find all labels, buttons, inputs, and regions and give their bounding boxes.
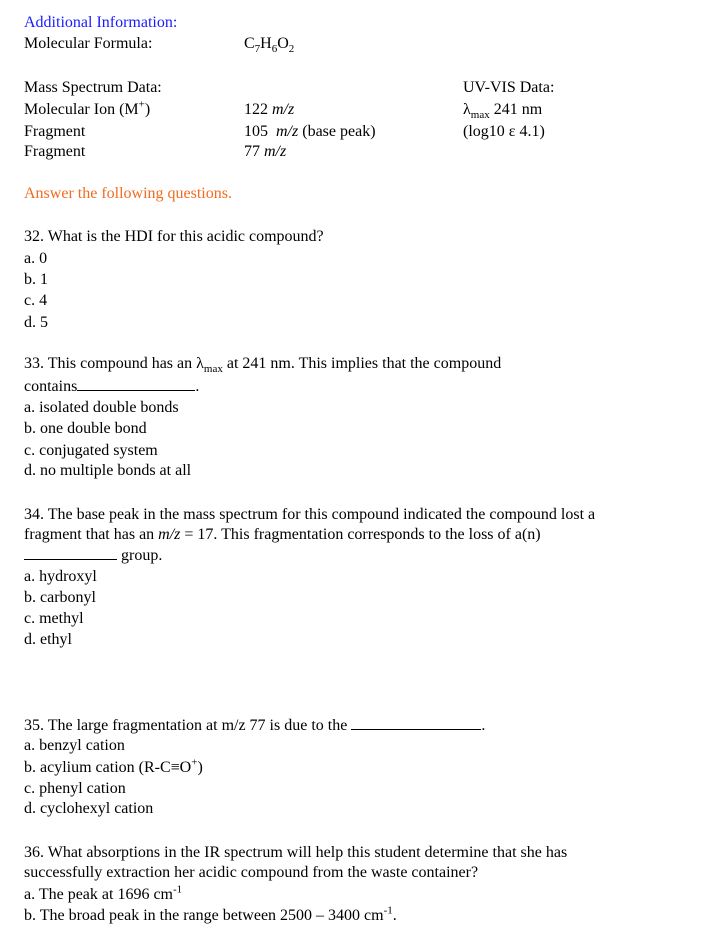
question-32: 32. What is the HDI for this acidic compound? xyxy=(24,228,324,245)
question-36: 36. What absorptions in the IR spectrum will help this student determine that she has xyxy=(24,844,568,861)
option: d. ethyl xyxy=(24,631,72,648)
formula-label: Molecular Formula: xyxy=(24,35,153,52)
option: b. acylium cation (R-C≡O+) xyxy=(24,756,203,776)
question-34-line3: group. xyxy=(24,545,162,566)
option: c. 4 xyxy=(24,292,48,309)
question-34-line2: fragment that has an m/z = 17. This fragmentation corresponds to the loss of a(n) xyxy=(24,526,541,543)
ms-row-value: 105 m/z (base peak) xyxy=(244,123,376,140)
answer-blank xyxy=(24,545,117,560)
option: b. carbonyl xyxy=(24,589,96,606)
molecular-formula: $C_7H_6O_2$ xyxy=(244,35,295,56)
option: a. hydroxyl xyxy=(24,568,97,585)
uv-lambda-max: $\lambda_{max}$ 241 nm xyxy=(463,101,543,122)
option: b. one double bond xyxy=(24,420,147,437)
question-33-line2: contains . xyxy=(24,378,200,395)
instruction: Answer the following questions. xyxy=(24,185,232,202)
question-36-line2: successfully extraction her acidic compound from the waste container? xyxy=(24,864,479,881)
option: d. cyclohexyl cation xyxy=(24,800,154,817)
uv-log-epsilon: (log10 ε 4.1) xyxy=(463,123,545,140)
question-33: 33. This compound has an $\lambda_{max}$ at 241 nm. This implies that the compound xyxy=(24,355,502,376)
answer-blank xyxy=(351,715,481,730)
question-35: 35. The large fragmentation at m/z 77 is due to the . xyxy=(24,717,486,734)
option: a. benzyl cation xyxy=(24,737,125,754)
option: a. isolated double bonds xyxy=(24,399,179,416)
option: d. 5 xyxy=(24,314,48,331)
answer-blank xyxy=(77,376,195,391)
option: d. no multiple bonds at all xyxy=(24,462,192,479)
info-heading: Additional Information: xyxy=(24,14,178,31)
ms-row-label: Fragment xyxy=(24,123,86,140)
option: c. conjugated system xyxy=(24,442,158,459)
ms-row-value: 77 m/z xyxy=(244,143,287,160)
ms-row-label: Fragment xyxy=(24,143,86,160)
option: c. phenyl cation xyxy=(24,780,126,797)
option: a. 0 xyxy=(24,250,48,267)
uv-heading: UV-VIS Data: xyxy=(463,79,555,96)
option: b. The broad peak in the range between 2500 – 3400 $cm^{-1}$. xyxy=(24,904,397,924)
ms-row-label: Molecular Ion (M+) xyxy=(24,98,151,118)
question-34: 34. The base peak in the mass spectrum for this compound indicated the compound lost a xyxy=(24,506,596,523)
ms-heading: Mass Spectrum Data: xyxy=(24,79,162,96)
option: a. The peak at 1696 $cm^{-1}$ xyxy=(24,883,183,903)
option: c. methyl xyxy=(24,610,84,627)
ms-row-value: 122 m/z xyxy=(244,101,295,118)
option: b. 1 xyxy=(24,271,48,288)
